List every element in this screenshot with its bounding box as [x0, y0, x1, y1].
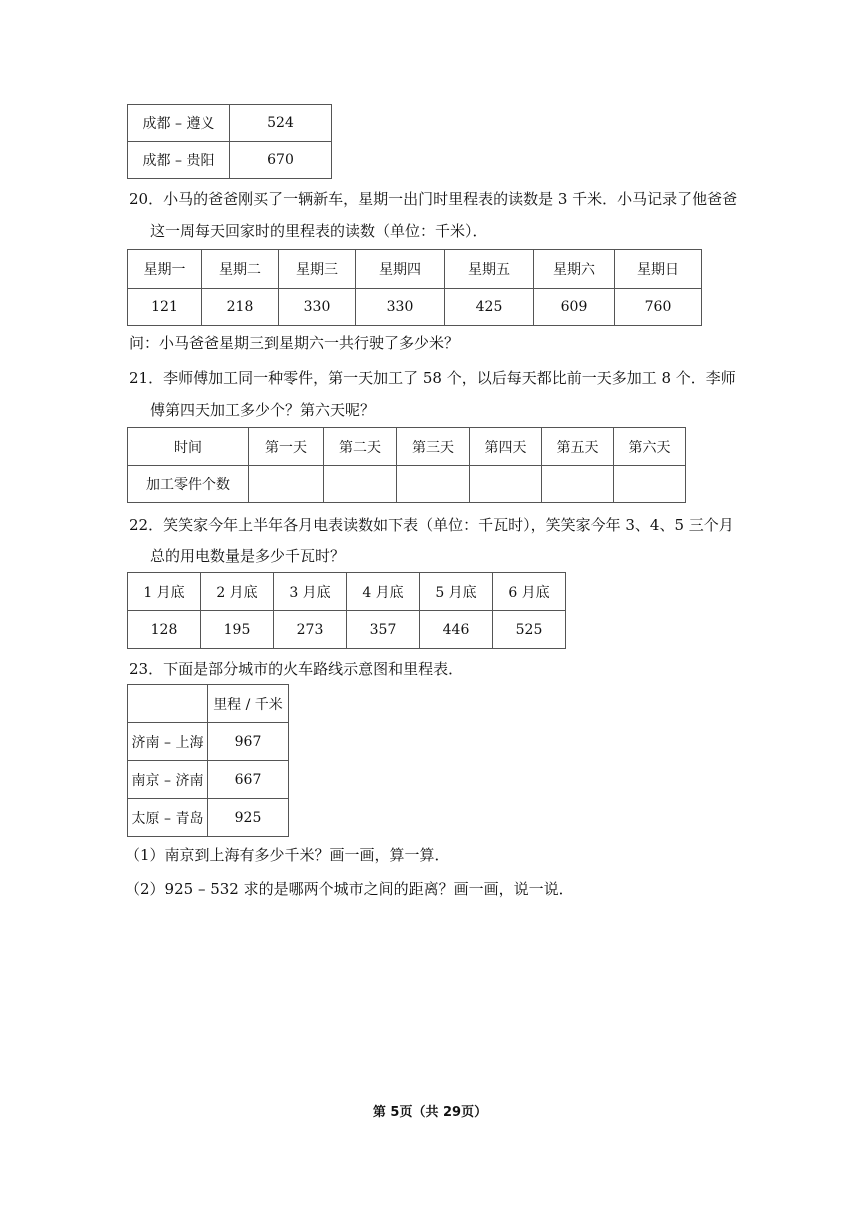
month-header: 2 月底: [201, 573, 274, 611]
route-cell: 成都 – 贵阳: [128, 142, 230, 179]
parts-row-label: 加工零件个数: [128, 466, 249, 503]
km-cell: 524: [230, 105, 332, 142]
route-cell: 成都 – 遵义: [128, 105, 230, 142]
meter-value: 446: [420, 611, 493, 649]
odometer-value: 609: [534, 289, 615, 326]
q21-line1: 21．李师傅加工同一种零件，第一天加工了 58 个，以后每天都比前一天多加工 8 个．李师: [129, 369, 736, 387]
route-table-top: [127, 104, 332, 179]
km-cell: 925: [208, 799, 289, 837]
distance-header: 里程 / 千米: [208, 685, 289, 723]
blank-cell: [542, 466, 614, 503]
weekday-header: 星期三: [279, 250, 356, 289]
blank-cell: [324, 466, 397, 503]
odometer-value: 330: [279, 289, 356, 326]
route-cell: 南京 – 济南: [128, 761, 208, 799]
weekday-header: 星期六: [534, 250, 615, 289]
odometer-table: [127, 249, 702, 326]
km-cell: 670: [230, 142, 332, 179]
weekday-header: 星期日: [615, 250, 702, 289]
weekday-header: 星期五: [445, 250, 534, 289]
weekday-header: 星期一: [128, 250, 202, 289]
parts-header: 第六天: [614, 428, 686, 466]
blank-cell: [397, 466, 470, 503]
meter-table: [127, 572, 566, 649]
odometer-value: 760: [615, 289, 702, 326]
meter-value: 128: [128, 611, 201, 649]
month-header: 4 月底: [347, 573, 420, 611]
distance-table: [127, 684, 289, 837]
blank-corner-cell: [128, 685, 208, 723]
odometer-value: 218: [202, 289, 279, 326]
q20-question: 问：小马爸爸星期三到星期六一共行驶了多少米？: [129, 334, 460, 352]
meter-value: 273: [274, 611, 347, 649]
blank-cell: [470, 466, 542, 503]
parts-header: 第三天: [397, 428, 470, 466]
weekday-header: 星期二: [202, 250, 279, 289]
q23-sub1: （1）南京到上海有多少千米？画一画，算一算．: [125, 846, 450, 864]
parts-header: 第五天: [542, 428, 614, 466]
odometer-value: 330: [356, 289, 445, 326]
page-footer: 第 5页（共 29页）: [372, 1105, 488, 1120]
parts-header: 时间: [128, 428, 249, 466]
km-cell: 967: [208, 723, 289, 761]
meter-value: 357: [347, 611, 420, 649]
q23-sub2: （2）925 – 532 求的是哪两个城市之间的距离？画一画，说一说．: [125, 880, 574, 898]
parts-header: 第四天: [470, 428, 542, 466]
route-cell: 济南 – 上海: [128, 723, 208, 761]
weekday-header: 星期四: [356, 250, 445, 289]
month-header: 3 月底: [274, 573, 347, 611]
q20-line1: 20．小马的爸爸刚买了一辆新车，星期一出门时里程表的读数是 3 千米．小马记录了他爸爸: [129, 190, 738, 208]
odometer-value: 425: [445, 289, 534, 326]
km-cell: 667: [208, 761, 289, 799]
blank-cell: [614, 466, 686, 503]
meter-value: 525: [493, 611, 566, 649]
q22-line1: 22．笑笑家今年上半年各月电表读数如下表（单位：千瓦时），笑笑家今年 3、4、5 三个月: [129, 516, 734, 534]
month-header: 5 月底: [420, 573, 493, 611]
meter-value: 195: [201, 611, 274, 649]
q22-line2: 总的用电数量是多少千瓦时？: [150, 547, 346, 565]
route-cell: 太原 – 青岛: [128, 799, 208, 837]
blank-cell: [249, 466, 324, 503]
month-header: 6 月底: [493, 573, 566, 611]
parts-table: [127, 427, 686, 503]
month-header: 1 月底: [128, 573, 201, 611]
q20-line2: 这一周每天回家时的里程表的读数（单位：千米）．: [150, 222, 488, 240]
q23-line1: 23．下面是部分城市的火车路线示意图和里程表．: [129, 660, 464, 678]
parts-header: 第二天: [324, 428, 397, 466]
q21-line2: 傅第四天加工多少个？第六天呢？: [150, 401, 376, 419]
parts-header: 第一天: [249, 428, 324, 466]
odometer-value: 121: [128, 289, 202, 326]
